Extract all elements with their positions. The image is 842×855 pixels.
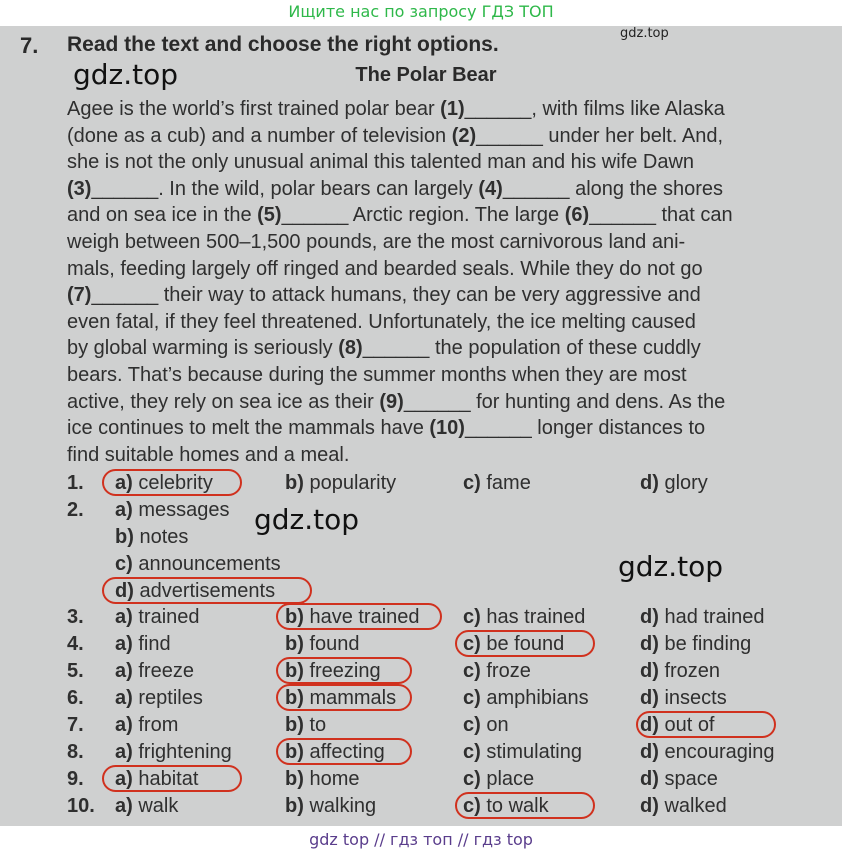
bottom-banner: gdz top // гдз топ // гдз top xyxy=(0,826,842,855)
option xyxy=(115,526,188,549)
option-letter: c) xyxy=(463,795,481,817)
option-word: be found xyxy=(486,633,565,655)
passage-line xyxy=(67,202,807,229)
option-word: mammals xyxy=(309,687,397,709)
passage-text xyxy=(67,96,807,468)
option-word: encouraging xyxy=(664,741,775,763)
answer-circle xyxy=(102,765,242,792)
question-number: 10. xyxy=(67,795,95,817)
question-number: 8. xyxy=(67,741,84,763)
option-letter: d) xyxy=(640,768,659,790)
option-letter: c) xyxy=(463,687,481,709)
question-number: 6. xyxy=(67,687,84,709)
top-banner: Ищите нас по запросу ГДЗ ТОП xyxy=(0,0,842,26)
passage-line xyxy=(67,149,807,176)
option-word: on xyxy=(486,714,509,736)
option xyxy=(115,606,200,629)
option-word: messages xyxy=(138,499,230,521)
option-word: freeze xyxy=(138,660,194,682)
option-row xyxy=(0,633,842,660)
passage-segment: ______ that can xyxy=(589,204,733,227)
passage-segment: ______ the population of these cuddly xyxy=(362,337,701,360)
option-word: from xyxy=(138,714,179,736)
option-letter: b) xyxy=(285,660,304,682)
gap-number: (6) xyxy=(564,204,590,227)
option-letter: b) xyxy=(285,687,304,709)
option xyxy=(463,741,582,764)
passage-segment: she is not the only unusual animal this talented man and his wife Dawn xyxy=(67,151,695,174)
passage-segment: and on sea ice in the xyxy=(67,204,258,227)
option-letter: d) xyxy=(640,606,659,628)
passage-line xyxy=(67,176,807,203)
option-row xyxy=(0,472,842,499)
option xyxy=(463,687,589,710)
option xyxy=(115,714,178,737)
option-word: freezing xyxy=(309,660,381,682)
option-letter: a) xyxy=(115,633,133,655)
option-word: froze xyxy=(486,660,531,682)
option-letter: b) xyxy=(285,714,304,736)
option-word: stimulating xyxy=(486,741,582,763)
passage-line xyxy=(67,389,807,416)
option xyxy=(115,687,203,710)
option-letter: d) xyxy=(640,472,659,494)
gap-number: (2) xyxy=(451,124,477,147)
option xyxy=(640,741,775,764)
option-word: be finding xyxy=(664,633,752,655)
passage-segment: ______ Arctic region. The large xyxy=(281,204,565,227)
option xyxy=(640,606,765,629)
passage-segment: by global warming is seriously xyxy=(67,337,339,360)
passage-segment: ______ their way to attack humans, they can be very aggressive and xyxy=(91,284,701,307)
option-letter: a) xyxy=(115,714,133,736)
option-letter: c) xyxy=(463,714,481,736)
option-letter: a) xyxy=(115,606,133,628)
passage-segment: weigh between 500–1,500 pounds, are the most carnivorous land ani- xyxy=(67,230,686,253)
option-word: to walk xyxy=(486,795,549,817)
option xyxy=(285,795,376,818)
option-word: fame xyxy=(486,472,531,494)
option-letter: d) xyxy=(640,660,659,682)
passage-line xyxy=(67,442,807,469)
answer-circle xyxy=(636,711,776,738)
passage-segment: mals, feeding largely off ringed and bearded seals. While they do not go xyxy=(67,257,703,280)
passage-line xyxy=(67,96,807,123)
option-word: frightening xyxy=(138,741,232,763)
option xyxy=(285,768,359,791)
passage-line xyxy=(67,256,807,283)
option-row xyxy=(0,687,842,714)
question-number: 9. xyxy=(67,768,84,790)
option-letter: a) xyxy=(115,660,133,682)
option xyxy=(115,633,171,656)
option-letter: b) xyxy=(285,472,304,494)
passage-segment: ______ along the shores xyxy=(502,177,723,200)
option-word: popularity xyxy=(309,472,397,494)
option-letter: c) xyxy=(463,660,481,682)
answer-circle xyxy=(276,684,412,711)
option-word: walked xyxy=(664,795,727,817)
option xyxy=(115,795,178,818)
option xyxy=(463,606,585,629)
option xyxy=(640,795,727,818)
option-word: announcements xyxy=(138,553,281,575)
option xyxy=(640,472,708,495)
option xyxy=(463,714,509,737)
question-number: 1. xyxy=(67,472,84,494)
option-letter: c) xyxy=(463,768,481,790)
option-word: had trained xyxy=(664,606,765,628)
option-word: reptiles xyxy=(138,687,203,709)
option-row xyxy=(0,768,842,795)
answer-circle xyxy=(276,738,412,765)
option xyxy=(115,499,230,522)
gap-number: (9) xyxy=(379,390,404,413)
option-word: affecting xyxy=(309,741,385,763)
option-row xyxy=(0,714,842,741)
option-letter: d) xyxy=(640,714,659,736)
passage-segment: even fatal, if they feel threatened. Unfortunately, the ice melting caused xyxy=(67,310,696,333)
option-letter: a) xyxy=(115,741,133,763)
option-row xyxy=(0,795,842,822)
answer-circle xyxy=(276,657,412,684)
option-row xyxy=(0,741,842,768)
option-word: find xyxy=(138,633,171,655)
passage-line xyxy=(67,123,807,150)
option-word: walking xyxy=(309,795,377,817)
option xyxy=(463,472,531,495)
option-word: walk xyxy=(138,795,179,817)
passage-segment: Agee is the world’s first trained polar bear xyxy=(67,98,441,120)
option-letter: a) xyxy=(115,795,133,817)
option xyxy=(285,472,396,495)
passage-segment: ______ for hunting and dens. As the xyxy=(403,390,726,413)
watermark: gdz.top xyxy=(254,503,360,536)
passage-segment: ______ longer distances to xyxy=(464,417,706,440)
option-row xyxy=(0,660,842,687)
watermark: gdz.top xyxy=(618,550,724,583)
gap-number: (1) xyxy=(440,98,465,120)
option-word: advertisements xyxy=(139,580,276,602)
option xyxy=(640,687,727,710)
answer-circle xyxy=(455,630,595,657)
option xyxy=(285,714,326,737)
option-letter: c) xyxy=(115,553,133,575)
passage-segment: ______ under her belt. And, xyxy=(476,124,724,147)
option xyxy=(640,633,751,656)
passage-segment: (done as a cub) and a number of television xyxy=(67,124,452,147)
question-number: 7. xyxy=(67,714,84,736)
option-row xyxy=(0,526,842,553)
option xyxy=(463,660,531,683)
question-number: 3. xyxy=(67,606,84,628)
option-letter: d) xyxy=(640,795,659,817)
story-title: The Polar Bear xyxy=(355,64,497,86)
option-letter: c) xyxy=(463,472,481,494)
option-word: place xyxy=(486,768,535,790)
option-letter: d) xyxy=(640,633,659,655)
question-number: 4. xyxy=(67,633,84,655)
exercise-instruction: Read the text and choose the right options. xyxy=(67,33,499,56)
gap-number: (7) xyxy=(67,284,92,307)
option-word: found xyxy=(309,633,360,655)
option-letter: d) xyxy=(640,741,659,763)
option-letter: b) xyxy=(285,633,304,655)
option-letter: a) xyxy=(115,768,133,790)
passage-segment: find suitable homes and a meal. xyxy=(67,443,350,466)
option-letter: d) xyxy=(115,580,134,602)
passage-segment: ______. In the wild, polar bears can largely xyxy=(91,177,479,200)
option-letter: a) xyxy=(115,499,133,521)
passage-line xyxy=(67,282,807,309)
passage-line xyxy=(67,362,807,389)
option-word: out of xyxy=(664,714,715,736)
gap-number: (10) xyxy=(429,417,465,440)
passage-segment: bears. That’s because during the summer months when they are most xyxy=(67,363,687,386)
option-letter: b) xyxy=(285,606,304,628)
passage-line xyxy=(67,415,807,442)
option-letter: c) xyxy=(463,741,481,763)
gap-number: (4) xyxy=(478,177,503,200)
option xyxy=(640,660,720,683)
option-word: notes xyxy=(139,526,189,548)
gap-number: (8) xyxy=(338,337,363,360)
passage-segment: ice continues to melt the mammals have xyxy=(67,417,430,440)
answer-circle xyxy=(102,577,312,604)
option-word: has trained xyxy=(486,606,586,628)
gap-number: (3) xyxy=(67,177,92,200)
option xyxy=(463,768,534,791)
watermark: gdz.top xyxy=(73,58,179,91)
option-letter: a) xyxy=(115,687,133,709)
option-letter: b) xyxy=(115,526,134,548)
option xyxy=(115,660,194,683)
option xyxy=(285,633,360,656)
option-word: insects xyxy=(664,687,727,709)
answer-circle xyxy=(102,469,242,496)
option-letter: b) xyxy=(285,741,304,763)
option xyxy=(115,741,232,764)
option-letter: d) xyxy=(640,687,659,709)
passage-segment: ______, with films like Alaska xyxy=(464,98,725,120)
option-letter: b) xyxy=(285,768,304,790)
answer-circle xyxy=(455,792,595,819)
option-word: to xyxy=(309,714,327,736)
option-word: trained xyxy=(138,606,200,628)
option-row xyxy=(0,499,842,526)
exercise-number: 7. xyxy=(20,33,39,58)
option-word: have trained xyxy=(309,606,420,628)
option-row xyxy=(0,606,842,633)
option-word: habitat xyxy=(138,768,199,790)
option-word: glory xyxy=(664,472,708,494)
option-word: frozen xyxy=(664,660,721,682)
option-word: space xyxy=(664,768,718,790)
passage-line xyxy=(67,309,807,336)
passage-line xyxy=(67,335,807,362)
option xyxy=(640,768,718,791)
option-letter: b) xyxy=(285,795,304,817)
question-number: 2. xyxy=(67,499,84,521)
option xyxy=(115,553,281,576)
corner-watermark: gdz.top xyxy=(620,26,669,41)
option-letter: a) xyxy=(115,472,133,494)
option-letter: c) xyxy=(463,606,481,628)
option-letter: c) xyxy=(463,633,481,655)
option-word: amphibians xyxy=(486,687,589,709)
answer-circle xyxy=(276,603,442,630)
option-word: celebrity xyxy=(138,472,213,494)
option-word: home xyxy=(309,768,360,790)
passage-segment: active, they rely on sea ice as their xyxy=(67,390,380,413)
question-number: 5. xyxy=(67,660,84,682)
gap-number: (5) xyxy=(257,204,282,227)
passage-line xyxy=(67,229,807,256)
